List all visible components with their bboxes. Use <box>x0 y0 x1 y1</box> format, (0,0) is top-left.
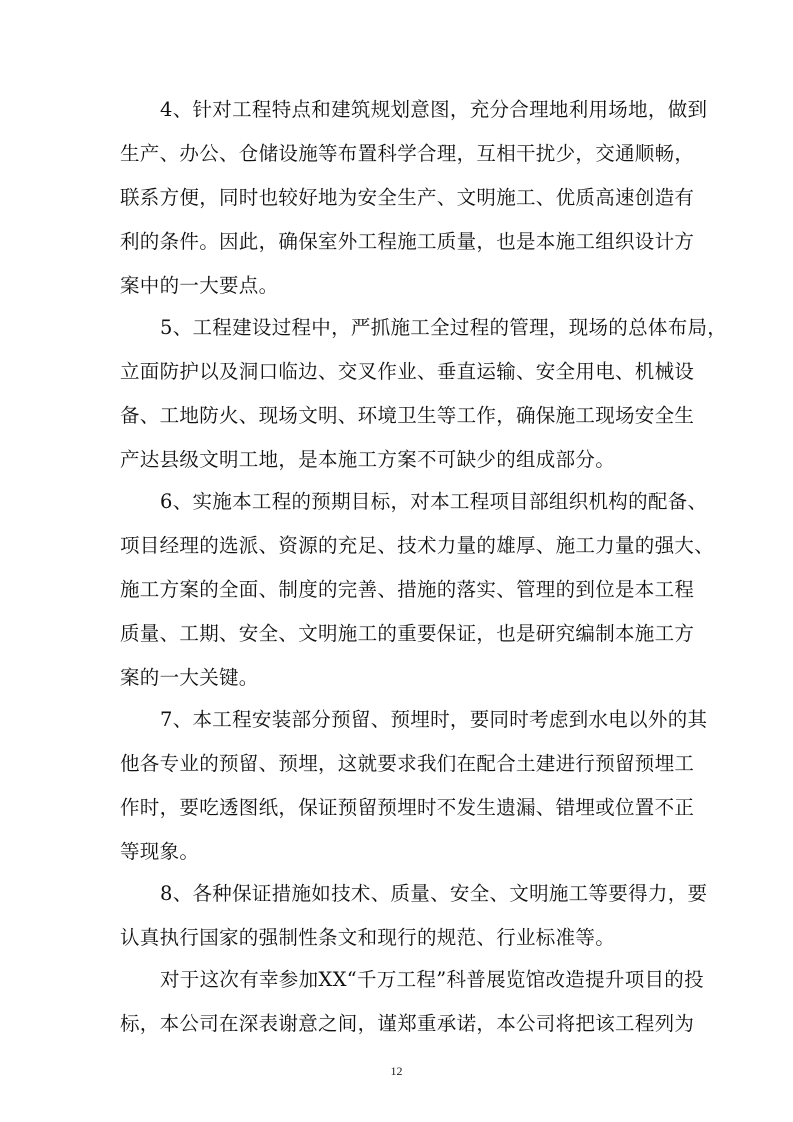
paragraph-8-line-2: 认真执行国家的强制性条文和现行的规范、行业标准等。 <box>120 926 616 949</box>
paragraph-5-line-2: 立面防护以及洞口临边、交叉作业、垂直运输、安全用电、机械设 <box>120 360 695 383</box>
paragraph-8-line-1: 8、各种保证措施如技术、质量、安全、文明施工等要得力，要 <box>160 882 708 905</box>
paragraph-4-line-2: 生产、办公、仓储设施等布置科学合理，互相干扰少，交通顺畅， <box>120 142 695 165</box>
closing-paragraph-line-2: 标，本公司在深表谢意之间，谨郑重承诺，本公司将把该工程列为 <box>120 1012 695 1035</box>
paragraph-6-line-5: 案的一大关键。 <box>120 666 259 689</box>
paragraph-6-line-1: 6、实施本工程的预期目标，对本工程项目部组织机构的配备、 <box>160 490 708 513</box>
paragraph-4-line-4: 利的条件。因此，确保室外工程施工质量，也是本施工组织设计方 <box>120 230 695 253</box>
closing-paragraph-line-1: 对于这次有幸参加XX“千万工程”科普展览馆改造提升项目的投 <box>160 968 704 991</box>
paragraph-7-line-4: 等现象。 <box>120 840 200 863</box>
paragraph-4-line-3: 联系方便，同时也较好地为安全生产、文明施工、优质高速创造有 <box>120 186 695 209</box>
paragraph-6-line-3: 施工方案的全面、制度的完善、措施的落实、管理的到位是本工程 <box>120 578 695 601</box>
paragraph-7-line-2: 他各专业的预留、预埋，这就要求我们在配合土建进行预留预埋工 <box>120 752 695 775</box>
paragraph-5-line-1: 5、工程建设过程中，严抓施工全过程的管理，现场的总体布局， <box>160 316 728 339</box>
paragraph-6-line-2: 项目经理的选派、资源的充足、技术力量的雄厚、施工力量的强大、 <box>120 534 715 557</box>
paragraph-6-line-4: 质量、工期、安全、文明施工的重要保证，也是研究编制本施工方 <box>120 622 695 645</box>
paragraph-5-line-4: 产达县级文明工地，是本施工方案不可缺少的组成部分。 <box>120 448 616 471</box>
paragraph-4-line-1: 4、针对工程特点和建筑规划意图，充分合理地利用场地，做到 <box>160 98 708 121</box>
paragraph-5-line-3: 备、工地防火、现场文明、环境卫生等工作，确保施工现场安全生 <box>120 404 695 427</box>
page-number: 12 <box>390 1064 403 1078</box>
paragraph-7-line-3: 作时，要吃透图纸，保证预留预埋时不发生遗漏、错埋或位置不正 <box>120 796 695 819</box>
paragraph-4-line-5: 案中的一大要点。 <box>120 274 279 297</box>
paragraph-7-line-1: 7、本工程安装部分预留、预埋时，要同时考虑到水电以外的其 <box>160 708 708 731</box>
